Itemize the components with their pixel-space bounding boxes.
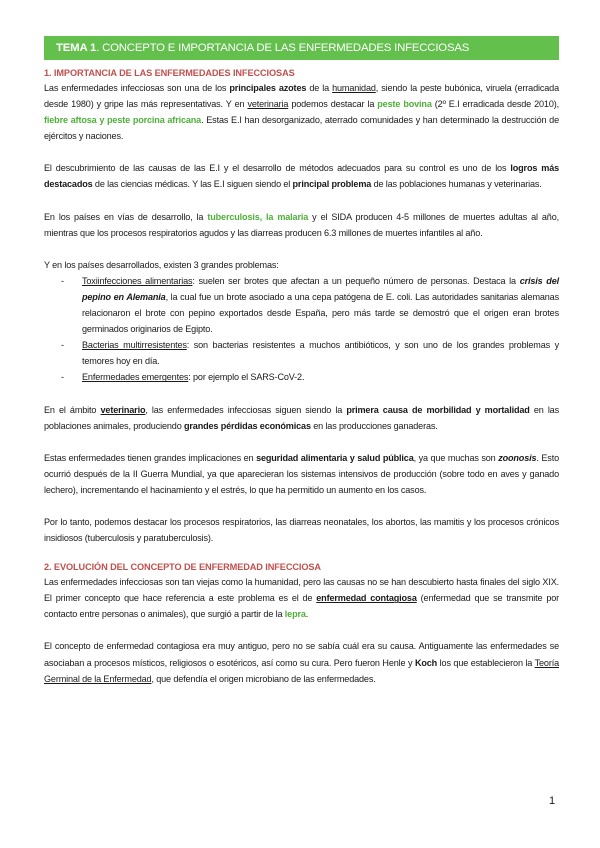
document-page bbox=[44, 36, 559, 703]
section-1-paragraph-4: Y en los países desarrollados, existen 3 grandes problemas: bbox=[44, 259, 279, 270]
document-title bbox=[44, 36, 559, 60]
section-1-paragraph-6: Estas enfermedades tienen grandes implicaciones en seguridad alimentaria y salud pública, ya que muchas son zoonosis. Esto ocurrió después de la II Guerra Mundial, ya que aparecieran los sistemas intensivos de producción (sobre todo en aves y ganado lechero), incrementando el hacinamiento y el estrés, lo que ha permitido un aumento en los casos. bbox=[44, 452, 559, 495]
list-item: - Bacterias multirresistentes: son bacterias resistentes a muchos antibióticos, y son uno de los grandes problemas y temores hoy en día. bbox=[61, 340, 559, 367]
section-1-paragraph-2: El descubrimiento de las causas de las E.I y el desarrollo de métodos adecuados para su control es uno de los logros más destacados de las ciencias médicas. Y las E.I siguen siendo el principal problema de las poblaciones humanas y veterinarias. bbox=[44, 163, 560, 190]
page-number: 1 bbox=[549, 795, 556, 807]
section-1-paragraph-7: Por lo tanto, podemos destacar los procesos respiratorios, las diarreas neonatales, los abortos, las mamitis y los procesos crónicos insidiosos (tuberculosis y paratuberculosis). bbox=[44, 516, 559, 544]
title-bold: TEMA 1 bbox=[56, 42, 97, 54]
section-2-paragraph-2: El concepto de enfermedad contagiosa era muy antiguo, pero no se sabía cuál era su causa. Antiguamente las enfermedades se asociaban a procesos místicos, religiosos o esotéricos, así como su cura. Pero fueron Henle y Koch los que establecieron la Teoría Germinal de la Enfermedad, que defendía el origen microbiano de las enfermedades. bbox=[44, 641, 559, 684]
list-item: - Enfermedades emergentes: por ejemplo el SARS-CoV-2. bbox=[61, 372, 305, 383]
title-rest: . CONCEPTO E IMPORTANCIA DE LAS ENFERMEDADES INFECCIOSAS bbox=[96, 42, 470, 54]
section-1-paragraph-5: En el ámbito veterinario, las enfermedades infecciosas siguen siendo la primera causa de morbilidad y mortalidad en las poblaciones animales, produciendo grandes pérdidas económicas en las producciones ganaderas. bbox=[44, 404, 559, 431]
list-item: - Toxiinfecciones alimentarias: suelen ser brotes que afectan a un pequeño número de personas. Destaca la crisis del pepino en Alemania, la cual fue un brote asociado a una cepa patógena de E. coli. Las autoridades sanitarias alemanas relacionaron el brote con pepino exportados desde España, pero más tarde se demostró que el origen eran brotes germinados originarios de Egipto. bbox=[61, 275, 559, 335]
section-1-paragraph-1: Las enfermedades infecciosas son una de los principales azotes de la humanidad, siendo la peste bubónica, viruela (erradicada desde 1980) y gripe las más representativas. Y en veterinaria podemos destacar la peste bovina (2º E.I erradicada desde 2010), fiebre aftosa y peste porcina africana. Estas E.I han desorganizado, aterrado comunidades y han determinado la destrucción de ejércitos y naciones. bbox=[44, 83, 559, 142]
problems-list bbox=[44, 273, 559, 386]
section-2-paragraph-1: Las enfermedades infecciosas son tan viejas como la humanidad, pero las causas no se han descubierto hasta finales del siglo XIX. El primer concepto que hace referencia a este problema es el de enfermedad contagiosa (enfermedad que se transmite por contacto entre personas o animales), que surgió a partir de la lepra. bbox=[44, 577, 560, 620]
section-2-heading: 2. EVOLUCIÓN DEL CONCEPTO DE ENFERMEDAD INFECCIOSA bbox=[44, 562, 321, 573]
section-1-paragraph-3: En los países en vías de desarrollo, la tuberculosis, la malaria y el SIDA producen 4-5 millones de muertes adultas al año, mientras que los procesos respiratorios agudos y las diarreas producen 6.3 millones de muertes infantiles al año. bbox=[44, 211, 560, 238]
section-1-heading: 1. IMPORTANCIA DE LAS ENFERMEDADES INFECCIOSAS bbox=[44, 68, 295, 78]
